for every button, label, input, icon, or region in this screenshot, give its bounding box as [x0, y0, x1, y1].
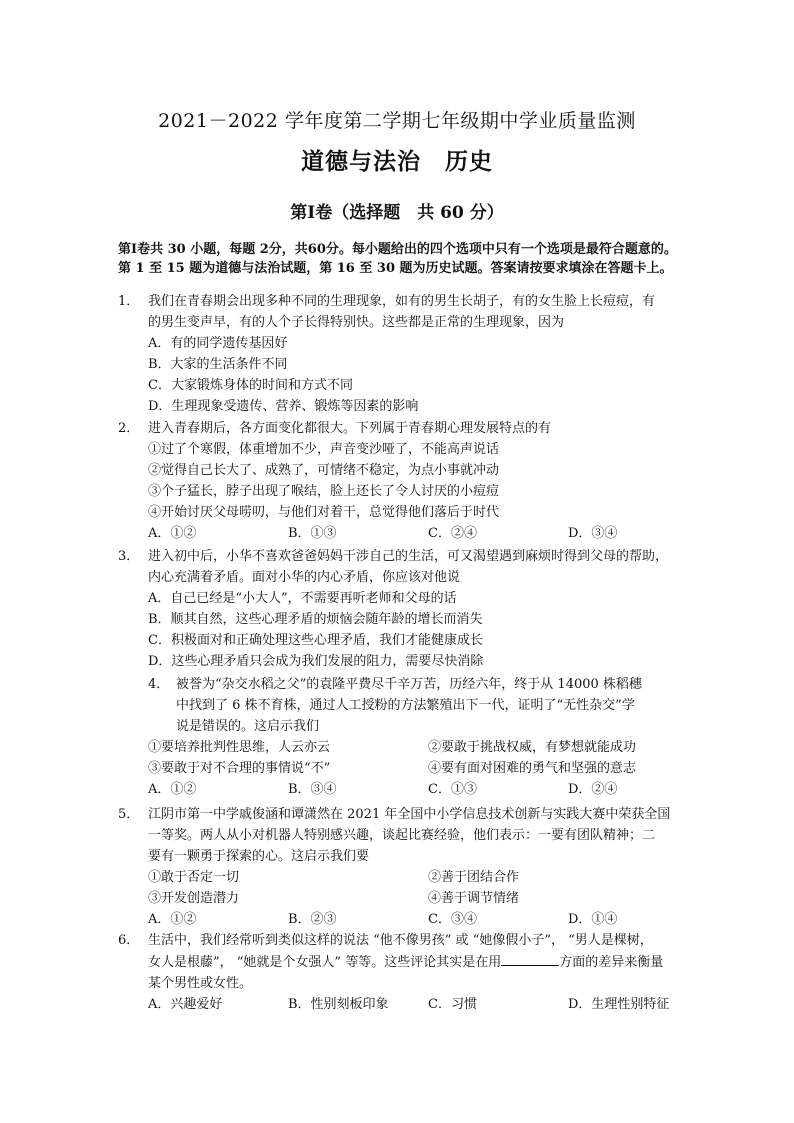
option-a: A．兴趣爱好	[148, 997, 223, 1012]
statement-3: ③个子猛长，脖子出现了喉结，脸上还长了令人讨厌的小痘痘	[148, 484, 500, 499]
statement-4: ④开始讨厌父母唠叨，与他们对着干，总觉得他们落后于时代	[148, 505, 500, 520]
option-d: D．①④	[568, 912, 618, 927]
statement-1: ①过了个寒假，体重增加不少，声音变沙哑了，不能高声说话	[148, 442, 500, 457]
question-4-choices	[118, 737, 708, 800]
stem-line: 的男生变声早，有的人个子长得特别快。这些都是正常的生理现象，因为	[148, 315, 565, 330]
stem-line: 一等奖。两人从小对机器人特别感兴趣，谈起比赛经验，他们表示：一要有团队精神；二	[148, 828, 656, 843]
instruction-line: 第Ⅰ卷共 30 小题，每题 2分，共60分。每小题给出的四个选项中只有一个选项是最符合题意的。	[118, 242, 677, 257]
statements-row	[118, 888, 708, 909]
option-d: D．生理性别特征	[568, 997, 670, 1012]
answer-options	[118, 909, 708, 930]
section-title: 第Ⅰ卷（选择题 共 60 分）	[290, 203, 504, 223]
statements-row	[118, 758, 708, 779]
option-b: B．①③	[288, 526, 337, 541]
option-a: A．①②	[148, 526, 197, 541]
question-1	[118, 291, 708, 417]
question-3	[118, 546, 708, 672]
question-4	[148, 674, 708, 737]
option-a: A．自己已经是“小大人”，不需要再听老师和父母的话	[148, 591, 457, 606]
question-stem	[148, 674, 708, 737]
stem-text: 女人是根藤”， “她就是个女强人” 等等。这些评论其实是在用	[148, 955, 502, 970]
answer-options	[118, 779, 708, 800]
stem-line: 中找到了 6 株不育株，通过人工授粉的方法繁殖出下一代，证明了“无性杂交”学	[176, 698, 635, 713]
statement-2: ②要敢于挑战权威，有梦想就能成功	[428, 740, 637, 755]
option-b: B．大家的生活条件不同	[148, 357, 288, 372]
option-d: D．③④	[568, 526, 618, 541]
statement-2: ②善于团结合作	[428, 870, 520, 885]
statement-2: ②觉得自己长大了、成熟了，可情绪不稳定，为点小事就冲动	[148, 463, 500, 478]
statement-4: ④善于调节情绪	[428, 891, 520, 906]
stem-line: 内心充满着矛盾。面对小华的内心矛盾，你应该对他说	[148, 570, 461, 585]
question-stem	[118, 930, 708, 994]
option-d: D．②④	[568, 782, 618, 797]
stem-line: 被誉为“杂交水稻之父”的袁隆平费尽千辛万苦，历经六年，终于从 14000 株稻穗	[176, 677, 642, 692]
statement-3: ③要敢于对不合理的事情说“不”	[148, 761, 331, 776]
option-a: A．①②	[148, 782, 197, 797]
question-stem	[118, 546, 708, 588]
option-a: A．有的同学遗传基因好	[148, 336, 288, 351]
option-b: B．性别刻板印象	[288, 997, 389, 1012]
exam-title: 2021－2022 学年度第二学期七年级期中学业质量监测	[158, 110, 636, 132]
stem-line: 进入青春期后，各方面变化都很大。下列属于青春期心理发展特点的有	[148, 421, 552, 436]
stem-line: 江阴市第一中学戚俊涵和谭潇然在 2021 年全国中小学信息技术创新与实践大赛中荣获全国	[148, 807, 671, 822]
question-number: 3．	[118, 549, 140, 564]
option-b: B．顺其自然，这些心理矛盾的烦恼会随年龄的增长而消失	[148, 612, 483, 627]
question-number: 2．	[118, 421, 140, 436]
stem-line	[148, 951, 708, 973]
option-d: D．生理现象受遗传、营养、锻炼等因素的影响	[148, 399, 419, 414]
answer-options	[118, 523, 708, 544]
question-stem	[118, 418, 708, 439]
option-c: C．大家锻炼身体的时间和方式不同	[148, 378, 353, 393]
statement-3: ③开发创造潜力	[148, 891, 240, 906]
question-6	[118, 930, 708, 1015]
statement-1: ①要培养批判性思维，人云亦云	[148, 740, 331, 755]
option-a: A．①②	[148, 912, 197, 927]
instructions	[118, 240, 718, 278]
statement-4: ④要有面对困难的勇气和坚强的意志	[428, 761, 637, 776]
stem-line: 某个男性或女性。	[148, 976, 253, 991]
stem-line: 说是错误的。这启示我们	[176, 719, 320, 734]
option-b: B．②③	[288, 912, 337, 927]
question-number: 5．	[118, 807, 140, 822]
question-number: 4．	[148, 677, 170, 692]
option-c: C．习惯	[428, 997, 477, 1012]
stem-line: 我们在青春期会出现多种不同的生理现象，如有的男生长胡子，有的女生脸上长痘痘，有	[148, 294, 656, 309]
answer-blank	[501, 951, 559, 966]
instruction-line: 第 1 至 15 题为道德与法治试题，第 16 至 30 题为历史试题。答案请按要求填涂在答题卡上。	[118, 261, 673, 276]
question-2	[118, 418, 708, 544]
option-d: D．这些心理矛盾只会成为我们发展的阻力，需要尽快消除	[148, 654, 484, 669]
stem-line: 进入初中后，小华不喜欢爸爸妈妈干涉自己的生活，可又渴望遇到麻烦时得到父母的帮助，	[148, 549, 669, 564]
statements-row	[118, 737, 708, 758]
statement-1: ①敢于否定一切	[148, 870, 240, 885]
question-stem	[118, 291, 708, 333]
option-c: C．积极面对和正确处理这些心理矛盾，我们才能健康成长	[148, 633, 483, 648]
question-5	[118, 804, 708, 930]
question-number: 6．	[118, 933, 140, 948]
option-c: C．③④	[428, 912, 477, 927]
stem-line: 要有一颗勇于探索的心。这启示我们要	[148, 849, 370, 864]
option-c: C．①③	[428, 782, 477, 797]
option-c: C．②④	[428, 526, 477, 541]
option-b: B．③④	[288, 782, 337, 797]
subject-title: 道德与法治 历史	[301, 148, 493, 175]
question-stem	[118, 804, 708, 867]
stem-text: 方面的差异来衡量	[559, 955, 664, 970]
answer-options	[118, 994, 708, 1015]
statements-row	[118, 867, 708, 888]
question-number: 1．	[118, 294, 140, 309]
stem-line: 生活中，我们经常听到类似这样的说法 “他不像男孩” 或 “她像假小子”， “男人是棵树，	[148, 933, 653, 948]
